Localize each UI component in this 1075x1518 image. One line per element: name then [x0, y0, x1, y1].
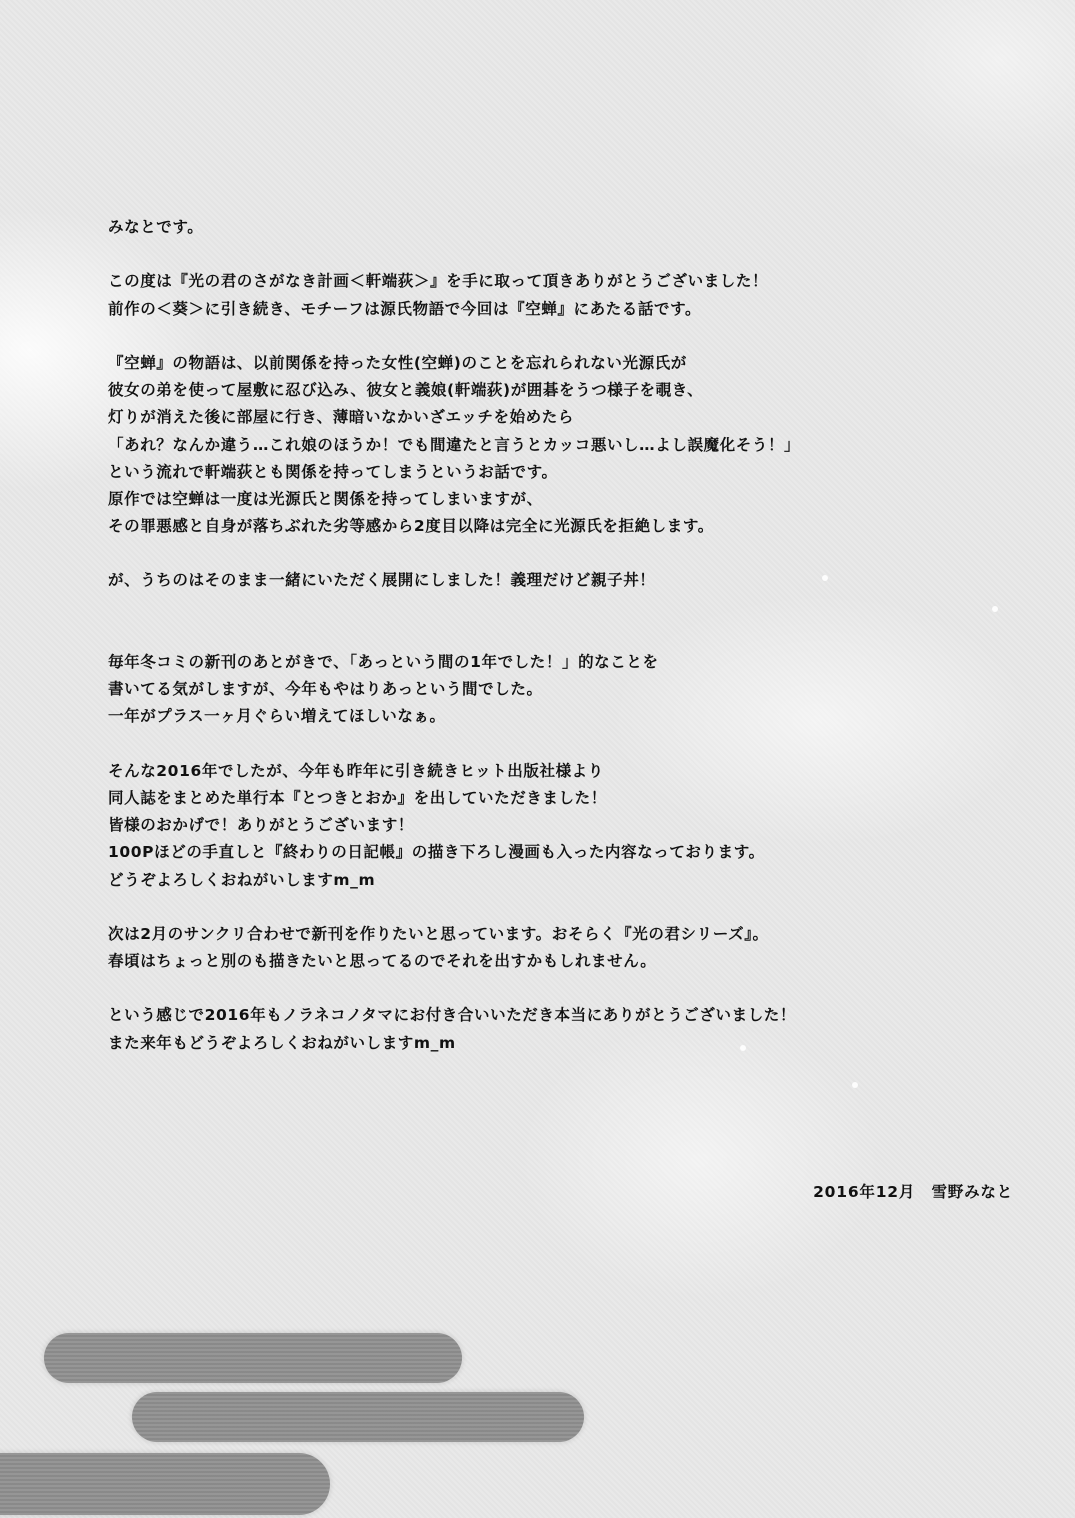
cloud-decoration	[44, 1333, 462, 1383]
paragraph-story	[108, 350, 1008, 540]
text-line: が、うちのはそのまま一緒にいただく展開にしました！義理だけど親子丼！	[108, 571, 656, 590]
paragraph-book	[108, 758, 1008, 894]
text-line: 100Pほどの手直しと『終わりの日記帳』の描き下ろし漫画も入った内容なっております。	[108, 843, 765, 862]
text-line: 『空蝉』の物語は、以前関係を持った女性(空蝉)のことを忘れられない光源氏が	[108, 353, 687, 372]
text-line: この度は『光の君のさがなき計画＜軒端荻＞』を手に取って頂きありがとうございました！	[108, 272, 769, 291]
paragraph-closing	[108, 1002, 1008, 1056]
greeting	[108, 214, 1008, 241]
text-line: 皆様のおかげで！ありがとうございます！	[108, 816, 414, 835]
paragraph-next	[108, 921, 1008, 975]
text-line: 原作では空蝉は一度は光源氏と関係を持ってしまいますが、	[108, 489, 543, 508]
text-line: という感じで2016年もノラネコノタマにお付き合いいただき本当にありがとうございました！	[108, 1006, 796, 1025]
text-line: 同人誌をまとめた単行本『とつきとおか』を出していただきました！	[108, 788, 607, 807]
text-line: その罪悪感と自身が落ちぶれた劣等感から2度目以降は完全に光源氏を拒絶します。	[108, 517, 714, 536]
paragraph-twist	[108, 567, 1008, 594]
text-line: 「あれ？なんか違う…これ娘のほうか！でも間違たと言うとカッコ悪いし…よし誤魔化そう！」	[108, 435, 801, 454]
text-line: 一年がプラス一ヶ月ぐらい増えてほしいなぁ。	[108, 707, 446, 726]
text-line: 次は2月のサンクリ合わせで新刊を作りたいと思っています。おそらく『光の君シリーズ』。	[108, 924, 769, 943]
text-line: どうぞよろしくおねがいしますm_m	[108, 870, 376, 889]
signature: 2016年12月 雪野みなと	[813, 1183, 1013, 1201]
text-line: そんな2016年でしたが、今年も昨年に引き続きヒット出版社様より	[108, 761, 604, 780]
text-line: 書いてる気がしますが、今年もやはりあっという間でした。	[108, 680, 543, 699]
cloud-decoration	[0, 1453, 330, 1515]
text-line: 春頃はちょっと別のも描きたいと思ってるのでそれを出すかもしれません。	[108, 952, 657, 971]
greeting-line: みなとです。	[108, 218, 204, 236]
text-line: 毎年冬コミの新刊のあとがきで、「あっという間の1年でした！」的なことを	[108, 653, 659, 672]
text-line: 灯りが消えた後に部屋に行き、薄暗いなかいざエッチを始めたら	[108, 408, 574, 427]
afterword-text	[108, 214, 1008, 1084]
text-line: また来年もどうぞよろしくおねがいしますm_m	[108, 1033, 456, 1052]
text-line: という流れで軒端荻とも関係を持ってしまうというお話です。	[108, 462, 558, 481]
text-line: 前作の＜葵＞に引き続き、モチーフは源氏物語で今回は『空蝉』にあたる話です。	[108, 299, 702, 318]
paragraph-thanks	[108, 268, 1008, 322]
paragraph-year	[108, 649, 1008, 731]
cloud-decoration	[132, 1392, 584, 1442]
text-line: 彼女の弟を使って屋敷に忍び込み、彼女と義娘(軒端荻)が囲碁をうつ様子を覗き、	[108, 381, 704, 400]
